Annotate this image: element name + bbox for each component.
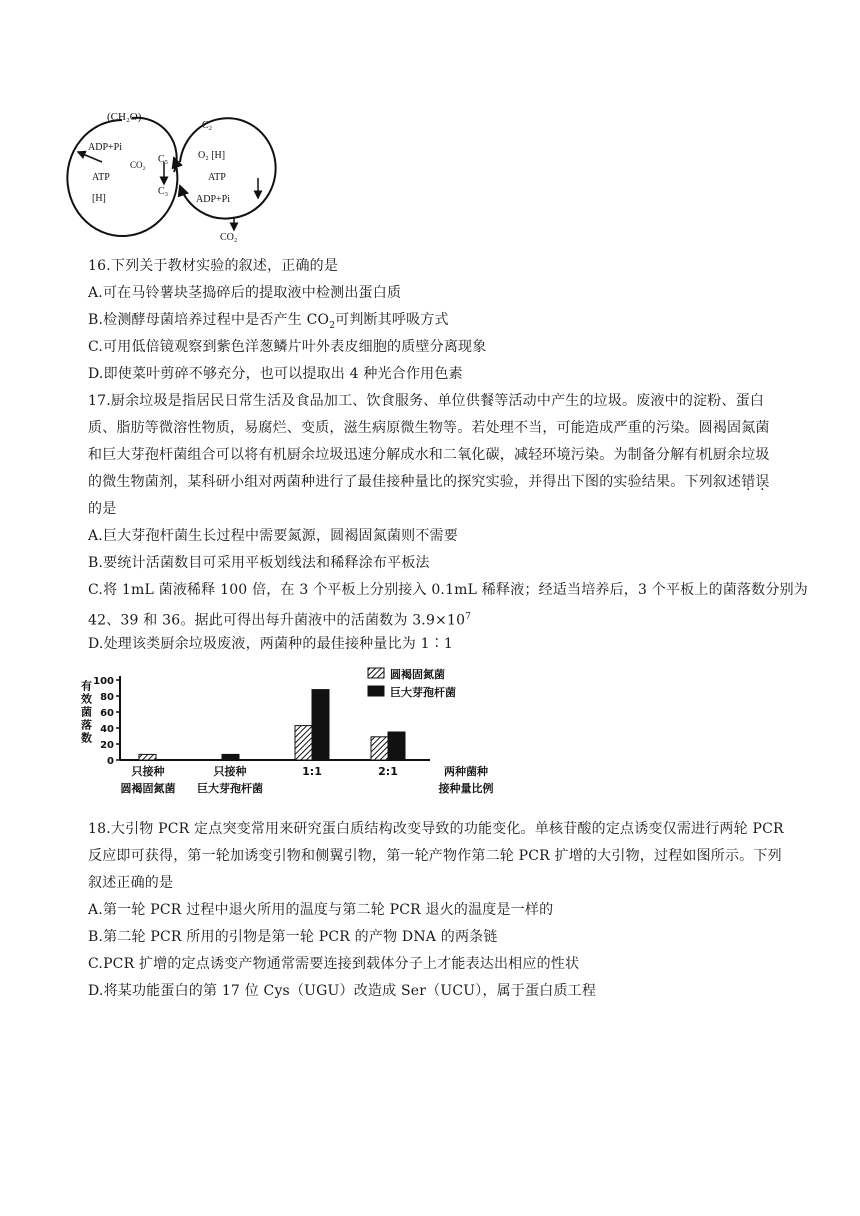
- q17-stem-line-2: 质、脂肪等微溶性物质，易腐烂、变质，滋生病原微生物等。若处理不当，可能造成严重的污染。圆褐固氮菌: [88, 420, 770, 436]
- x-tick-label: 2:1: [378, 765, 398, 778]
- q16-option-c: C.可用低倍镜观察到紫色洋葱鳞片叶外表皮细胞的质壁分离现象: [88, 339, 487, 355]
- label-o2-h: O₂ [H]: [198, 150, 226, 161]
- label-adp-pi-right: ADP+Pi: [196, 194, 230, 205]
- q17-option-b: B.要统计活菌数目可采用平板划线法和稀释涂布平板法: [88, 555, 430, 571]
- q16-option-a: A.可在马铃薯块茎捣碎后的提取液中检测出蛋白质: [88, 285, 402, 301]
- q18-stem-line-2: 反应即可获得，第一轮加诱变引物和侧翼引物，第一轮产物作第二轮 PCR 扩增的大引物，过程如图所示。下列: [88, 848, 782, 864]
- arrow-adp-left: [78, 152, 102, 162]
- q16-option-d: D.即使菜叶剪碎不够充分，也可以提取出 4 种光合作用色素: [88, 366, 463, 382]
- legend-swatch: [368, 668, 384, 678]
- label-atp-right: ATP: [208, 172, 226, 183]
- q18-stem-line-3: 叙述正确的是: [88, 875, 174, 891]
- q18-option-a: A.第一轮 PCR 过程中退火所用的温度与第二轮 PCR 退火的温度是一样的: [88, 902, 554, 918]
- x-axis-label: 接种量比例: [438, 782, 494, 795]
- x-tick-label: 巨大芽孢杆菌: [197, 782, 263, 795]
- x-tick-label: 圆褐固氮菌: [120, 782, 176, 795]
- bar-bacillus-2: [312, 690, 329, 760]
- q16-stem: 16.下列关于教材实验的叙述，正确的是: [88, 258, 339, 274]
- x-axis-label: 两种菌种: [444, 765, 488, 778]
- label-co2-mid: CO₂: [130, 160, 146, 170]
- legend-label: 巨大芽孢杆菌: [390, 686, 456, 699]
- q18-stem-line-1: 18.大引物 PCR 定点突变常用来研究蛋白质结构改变导致的功能变化。单核苷酸的定点诱变仅需进行两轮 PCR: [88, 821, 784, 837]
- x-tick-label: 只接种: [213, 765, 247, 778]
- bar-azotobacter-2: [295, 726, 312, 760]
- q16-option-b: B.检测酵母菌培养过程中是否产生 $CO_2$可判断其呼吸方式: [88, 312, 449, 331]
- legend-swatch: [368, 686, 384, 696]
- q18-option-c: C.PCR 扩增的定点诱变产物通常需要连接到载体分子上才能表达出相应的性状: [88, 956, 580, 972]
- label-c3: C₃: [158, 186, 169, 197]
- bar-bacillus-1: [222, 754, 239, 760]
- q17-option-d: D.处理该类厨余垃圾废液，两菌种的最佳接种量比为 1∶1: [88, 636, 454, 652]
- y-tick-label: 40: [100, 724, 114, 735]
- photosynthesis-cycle-diagram: [62, 100, 282, 248]
- y-tick-label: 60: [100, 708, 114, 719]
- label-ch2o: (CH₂O): [107, 111, 142, 123]
- q17-option-c-line-2: 42、39 和 36。据此可得出每升菌液中的活菌数为 $3.9\times 10^7$: [88, 612, 472, 629]
- y-tick-label: 100: [93, 676, 114, 687]
- q17-stem-line-3: 和巨大芽孢杆菌组合可以将有机厨余垃圾迅速分解成水和二氧化碳，减轻环境污染。为制备分解有机厨余垃圾: [88, 447, 770, 463]
- q18-option-d: D.将某功能蛋白的第 17 位 Cys（UGU）改造成 Ser（UCU），属于蛋白质工程: [88, 983, 597, 999]
- label-atp-left: ATP: [92, 172, 110, 183]
- bar-bacillus-3: [388, 732, 405, 760]
- bar-azotobacter-3: [371, 737, 388, 760]
- colony-count-bar-chart: [72, 660, 502, 808]
- legend-label: 圆褐固氮菌: [390, 668, 445, 681]
- label-c2: C₂: [202, 120, 213, 131]
- y-tick-label: 0: [107, 756, 114, 767]
- y-axis-label: 有效菌落数: [79, 680, 93, 745]
- y-tick-label: 80: [100, 692, 114, 703]
- q17-stem-line-1: 17.厨余垃圾是指居民日常生活及食品加工、饮食服务、单位供餐等活动中产生的垃圾。废液中的淀粉、蛋白: [88, 393, 765, 409]
- y-tick-label: 20: [100, 740, 114, 751]
- q17-option-a: A.巨大芽孢杆菌生长过程中需要氮源，圆褐固氮菌则不需要: [88, 528, 458, 544]
- x-tick-label: 1:1: [302, 765, 322, 778]
- label-co2-bottom: CO₂: [220, 232, 238, 243]
- label-h-left: [H]: [92, 193, 106, 204]
- label-adp-pi-left: ADP+Pi: [88, 142, 122, 153]
- q17-option-c-line-1: C.将 1mL 菌液稀释 100 倍，在 3 个平板上分别接入 0.1mL 稀释液；经适当培养后，3 个平板上的菌落数分别为: [88, 582, 808, 598]
- label-c5: C₅: [158, 154, 169, 165]
- calvin-cycle-arc: [67, 120, 177, 236]
- q17-stem-line-5: 的是: [88, 501, 117, 517]
- x-tick-label: 只接种: [131, 765, 165, 778]
- q17-stem-line-4: 的微生物菌剂，某科研小组对两菌种进行了最佳接种量比的探究实验，并得出下图的实验结果。下列叙述错误: [88, 474, 770, 490]
- q18-option-b: B.第二轮 PCR 所用的引物是第一轮 PCR 的产物 DNA 的两条链: [88, 929, 498, 945]
- bar-azotobacter-0: [139, 754, 156, 760]
